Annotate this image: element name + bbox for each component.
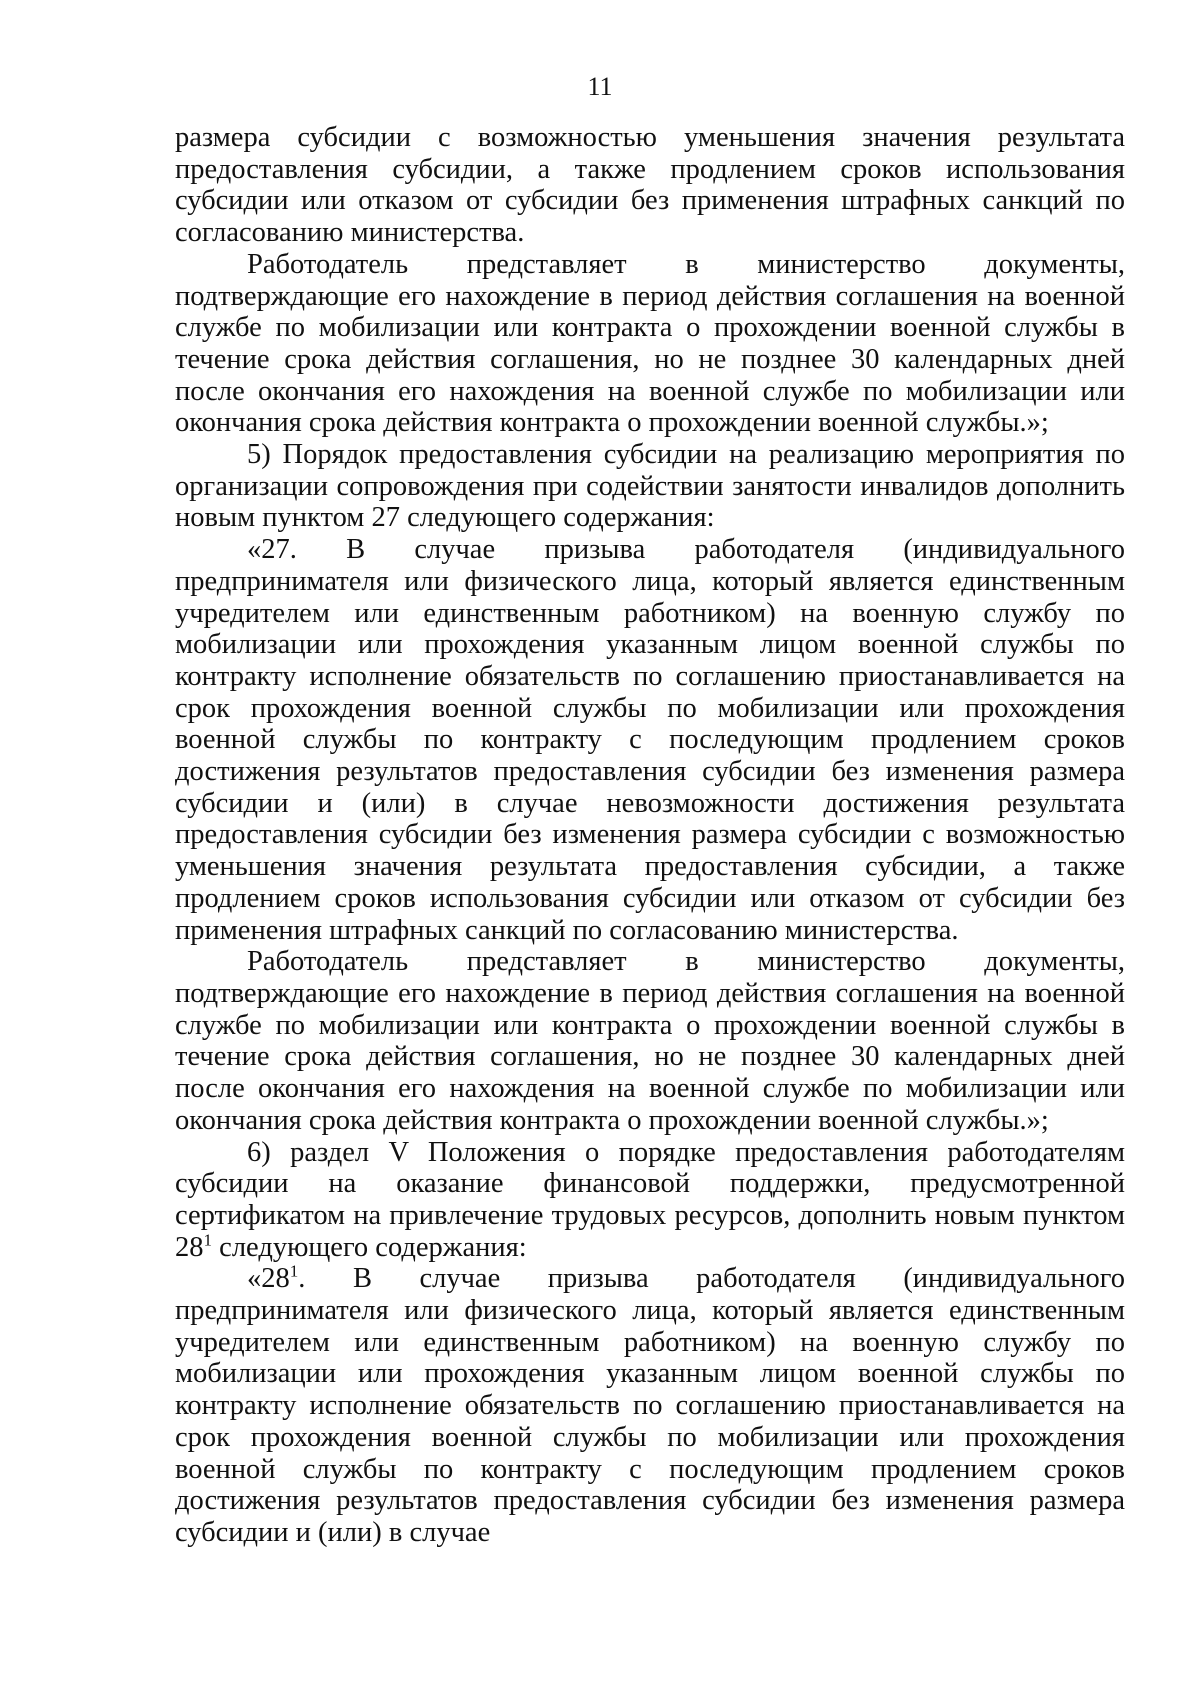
paragraph-item-6-tail: следующего содержания: [212,1231,527,1263]
paragraph-item-6-text: 6) раздел V Положения о порядке предоставления работодателям субсидии на оказание финансовой поддержки, предусмотренной сертификатом на привлечение трудовых ресурсов, дополнить новым пунктом 28 [175,1136,1125,1263]
paragraph-point-28-1 [175,1263,1125,1548]
paragraph-point-28-1-text: . В случае призыва работодателя (индивидуального предпринимателя или физического лица, который является единственным учредителем или единственным работником) на военную службу по мобилизации или прохождения указанным лицом военной службы по контракту исполнение обязательств по соглашению приостанавливается на срок прохождения военной службы по мобилизации или прохождения военной службы по контракту с последующим продлением сроков достижения результатов предоставления субсидии без изменения размера субсидии и (или) в случае [175,1263,1125,1548]
paragraph-item-6 [175,1137,1125,1264]
superscript-marker: 1 [203,1230,213,1250]
paragraph-point-27: «27. В случае призыва работодателя (индивидуального предпринимателя или физического лица, который является единственным учредителем или единственным работником) на военную службу по мобилизации или прохождения указанным лицом военной службы по контракту исполнение обязательств по соглашению приостанавливается на срок прохождения военной службы по мобилизации или прохождения военной службы по контракту с последующим продлением сроков достижения результатов предоставления субсидии без изменения размера субсидии и (или) в случае невозможности достижения результата предоставления субсидии без изменения размера субсидии с возможностью уменьшения значения результата предоставления субсидии, а также продлением сроков использования субсидии или отказом от субсидии без применения штрафных санкций по согласованию министерства. [175,534,1125,946]
paragraph-employer-documents-2: Работодатель представляет в министерство документы, подтверждающие его нахождение в период действия соглашения на военной службе по мобилизации или контракта о прохождении военной службы в течение срока действия соглашения, но не позднее 30 календарных дней после окончания его нахождения на военной службе по мобилизации или окончания срока действия контракта о прохождении военной службы.»; [175,946,1125,1136]
paragraph-item-5: 5) Порядок предоставления субсидии на реализацию мероприятия по организации сопровождения при содействии занятости инвалидов дополнить новым пунктом 27 следующего содержания: [175,439,1125,534]
paragraph-point-28-1-head: «28 [247,1263,290,1295]
paragraph-continuation: размера субсидии с возможностью уменьшения значения результата предоставления субсидии, а также продлением сроков использования субсидии или отказом от субсидии без применения штрафных санкций по согласованию министерства. [175,122,1125,249]
document-body [175,122,1125,1549]
paragraph-employer-documents: Работодатель представляет в министерство документы, подтверждающие его нахождение в период действия соглашения на военной службе по мобилизации или контракта о прохождении военной службы в течение срока действия соглашения, но не позднее 30 календарных дней после окончания его нахождения на военной службе по мобилизации или окончания срока действия контракта о прохождении военной службы.»; [175,248,1125,439]
superscript-marker: 1 [289,1261,299,1281]
page-number: 11 [587,72,613,101]
